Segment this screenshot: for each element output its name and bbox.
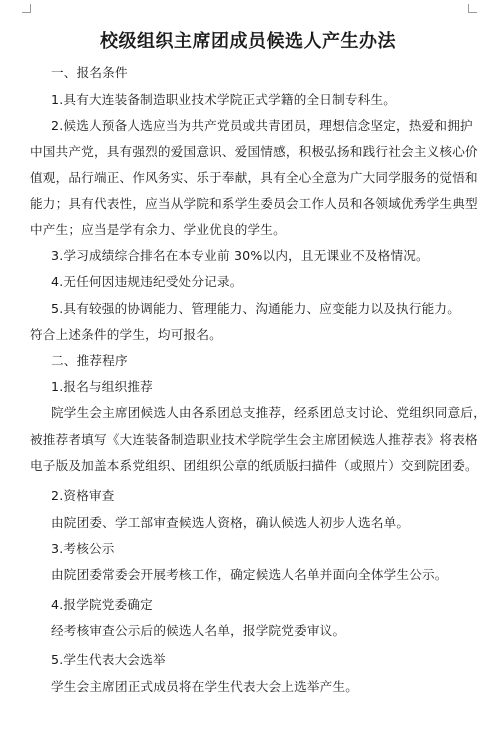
paragraph-line: 2.候选人预备人选应当为共产党员或共青团员，理想信念坚定，热爱和拥护	[51, 118, 473, 133]
paragraph-line: 被推荐者填写《大连装备制造职业技术学院学生会主席团候选人推荐表》将表格	[30, 432, 478, 447]
subheading: 1.报名与组织推荐	[51, 379, 153, 394]
paragraph-line: 由院团委常委会开展考核工作，确定候选人名单并面向全体学生公示。	[51, 567, 448, 582]
paragraph-line: 中产生；应当是学有余力、学业优良的学生。	[30, 222, 286, 237]
subheading: 5.学生代表大会选举	[51, 652, 166, 667]
section-heading: 二、推荐程序	[51, 353, 128, 368]
paragraph-line: 值观，品行端正、作风务实、乐于奉献，具有全心全意为广大同学服务的觉悟和	[30, 170, 478, 185]
paragraph-line: 学生会主席团正式成员将在学生代表大会上选举产生。	[51, 679, 359, 694]
paragraph-line: 中国共产党，具有强烈的爱国意识、爱国情感，积极弘扬和践行社会主义核心价	[30, 144, 478, 159]
paragraph-line: 能力；具有代表性，应当从学院和系学生委员会工作人员和各领域优秀学生典型	[30, 196, 478, 211]
paragraph-line: 经考核审查公示后的候选人名单，报学院党委审议。	[51, 623, 346, 638]
paragraph-line: 3.学习成绩综合排名在本专业前 30%以内，且无课业不及格情况。	[51, 248, 429, 263]
subheading: 2.资格审查	[51, 488, 115, 503]
document-title: 校级组织主席团成员候选人产生办法	[100, 31, 396, 52]
page-corner-mark	[468, 4, 477, 13]
paragraph-line: 符合上述条件的学生，均可报名。	[30, 327, 222, 342]
paragraph-line: 5.具有较强的协调能力、管理能力、沟通能力、应变能力以及执行能力。	[51, 301, 461, 316]
paragraph-line: 由院团委、学工部审查候选人资格，确认候选人初步人选名单。	[51, 515, 410, 530]
paragraph-line: 院学生会主席团候选人由各系团总支推荐，经系团总支讨论、党组织同意后，	[51, 405, 486, 420]
subheading: 4.报学院党委确定	[51, 597, 153, 612]
paragraph-line: 1.具有大连装备制造职业技术学院正式学籍的全日制专科生。	[51, 92, 397, 107]
section-heading: 一、报名条件	[51, 65, 128, 80]
paragraph-line: 电子版及加盖本系党组织、团组织公章的纸质版扫描件（或照片）交到院团委。	[30, 458, 478, 473]
paragraph-line: 4.无任何因违规违纪受处分记录。	[51, 274, 243, 289]
page-corner-mark	[22, 4, 31, 13]
subheading: 3.考核公示	[51, 541, 115, 556]
